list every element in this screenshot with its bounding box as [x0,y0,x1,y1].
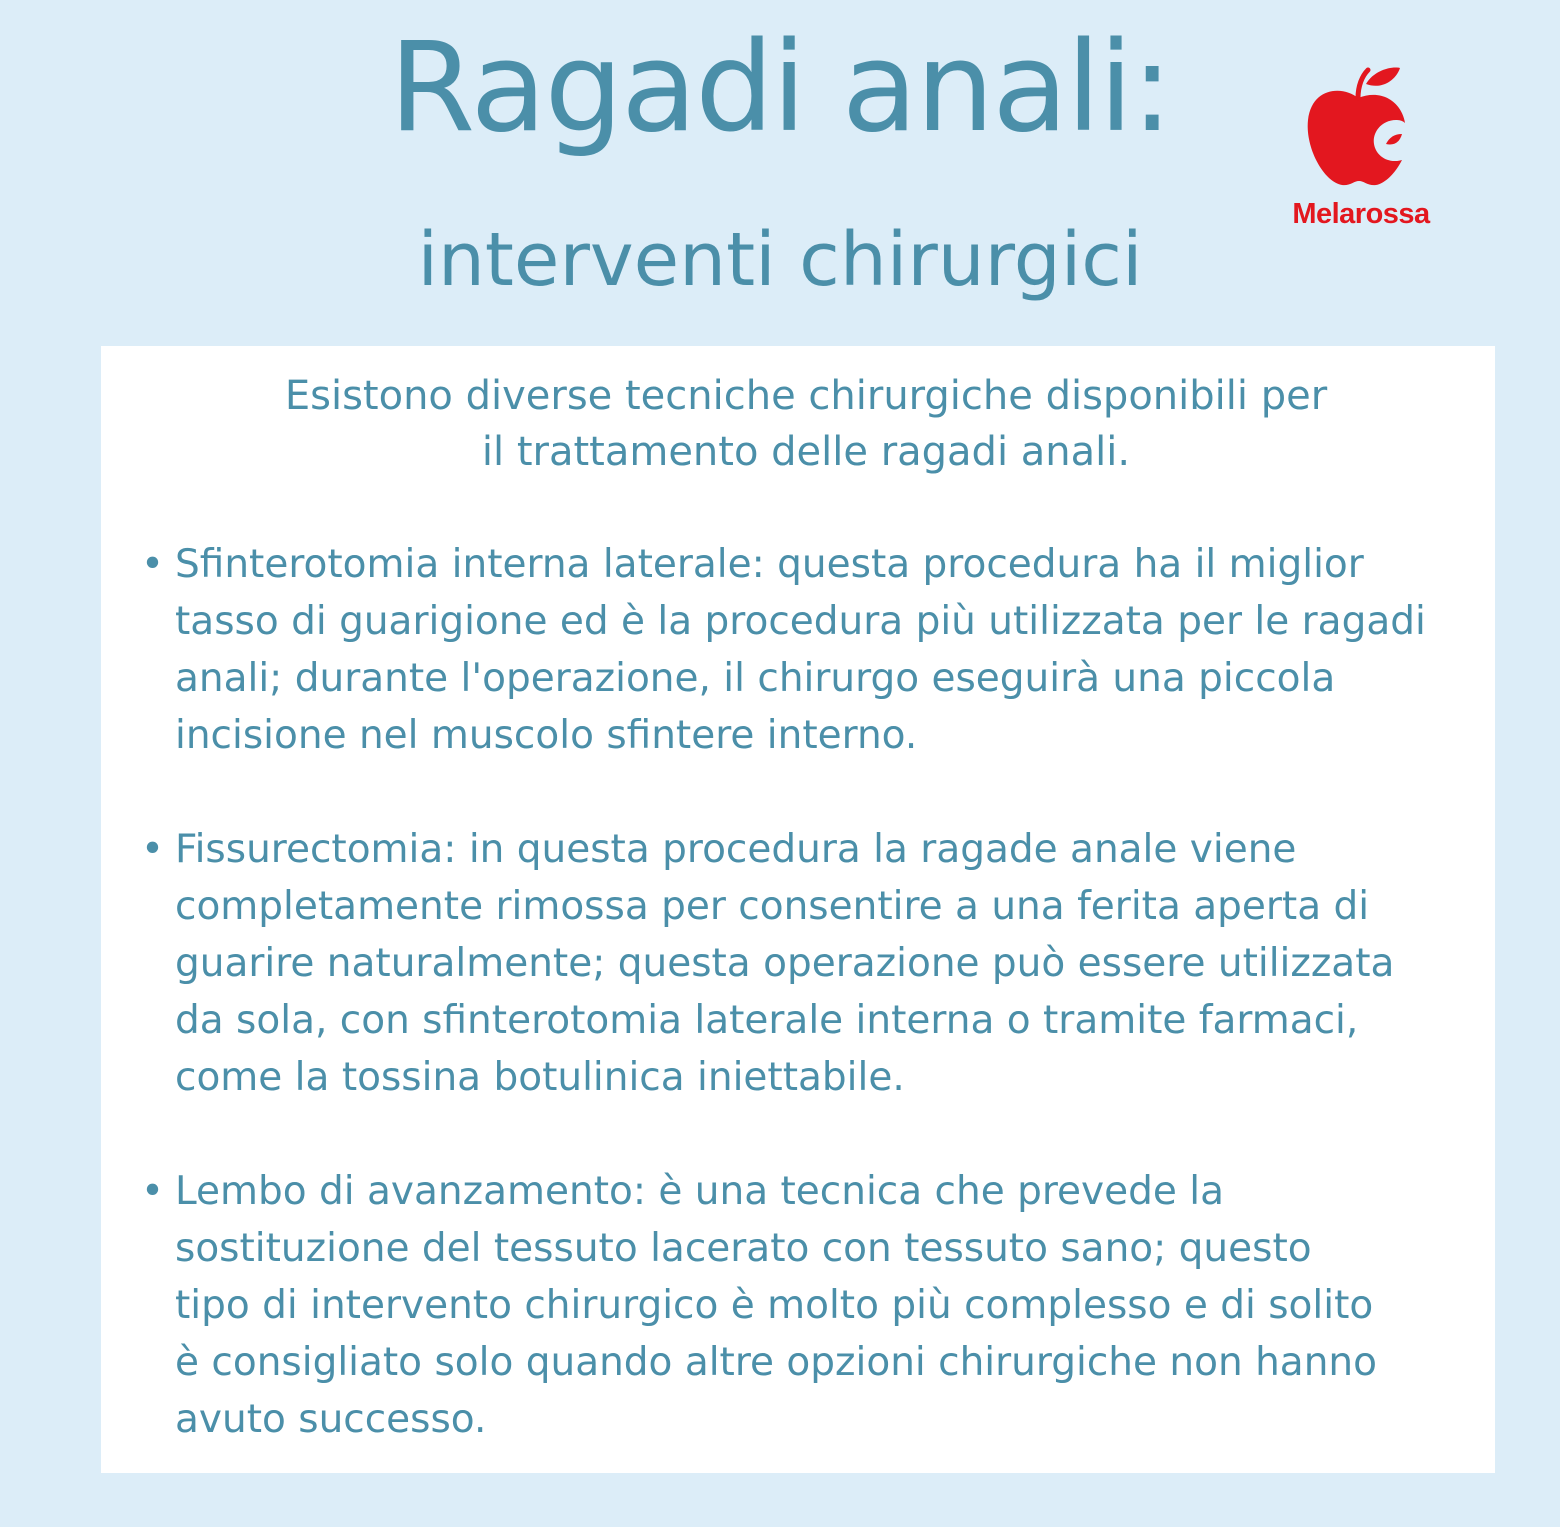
techniques-list [141,536,1481,1505]
item-line: anali; durante l'operazione, il chirurgo eseguirà una piccola [175,656,1336,701]
intro-line: il trattamento delle ragadi anali. [481,429,1131,475]
bullet-icon: • [141,827,165,872]
page-title: Ragadi anali: [389,16,1171,160]
bullet-icon: • [141,542,165,587]
list-item-lembo [141,1163,1481,1448]
item-line: completamente rimossa per consentire a una ferita aperta di [175,884,1370,929]
item-line: tasso di guarigione ed è la procedura più utilizzata per le ragadi [175,599,1426,644]
content-card [101,346,1495,1473]
item-line: Fissurectomia: in questa procedura la ragade anale viene [175,827,1297,872]
page-subtitle: interventi chirurgici [417,217,1143,303]
item-line: sostituzione del tessuto lacerato con tessuto sano; questo [175,1226,1312,1271]
bullet-icon: • [141,1169,165,1214]
item-line: Sfinterotomia interna laterale: questa procedura ha il miglior [175,542,1364,587]
apple-icon [1304,64,1414,188]
list-item-sfinterotomia [141,536,1481,764]
list-item-fissurectomia [141,821,1481,1106]
item-line: è consigliato solo quando altre opzioni chirurgiche non hanno [175,1340,1377,1385]
item-line: Lembo di avanzamento: è una tecnica che prevede la [175,1169,1224,1214]
intro-text [101,368,1511,480]
melarossa-logo [1276,64,1446,244]
item-line: incisione nel muscolo sfintere interno. [175,713,918,758]
item-line: avuto successo. [175,1397,487,1442]
brand-name: Melarossa [1292,198,1430,230]
intro-line: Esistono diverse tecniche chirurgiche disponibili per [284,373,1328,419]
item-line: come la tossina botulinica iniettabile. [175,1055,905,1100]
item-line: guarire naturalmente; questa operazione può essere utilizzata [175,941,1395,986]
item-line: tipo di intervento chirurgico è molto più complesso e di solito [175,1283,1374,1328]
item-line: da sola, con sfinterotomia laterale interna o tramite farmaci, [175,998,1359,1043]
